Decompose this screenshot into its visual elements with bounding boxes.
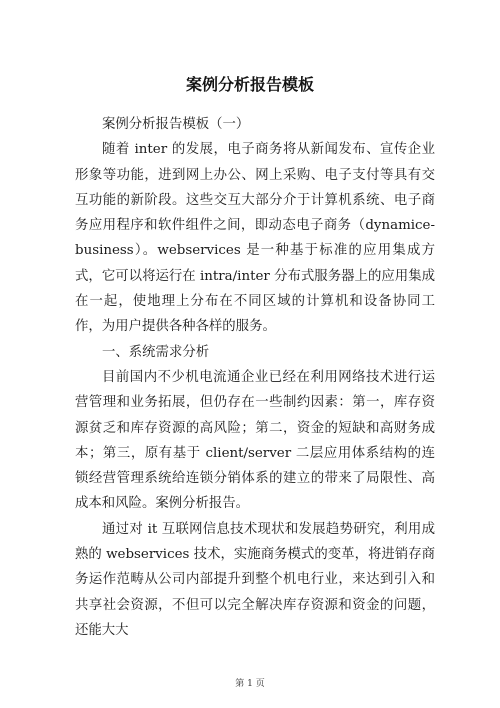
document-title: 案例分析报告模板 xyxy=(185,75,314,94)
paragraph-solution: 通过对 it 互联网信息技术现状和发展趋势研究，利用成熟的 webservices 技术，实施商务模式的变革，将进销存商务运作范畴从公司内部提升到整个机电行业，来达到引入和共享社会资源，不但可以完全解决库存资源和资金的问题，还能大大 xyxy=(75,521,435,638)
section-heading: 一、系统需求分析 xyxy=(102,344,210,360)
paragraph-analysis: 目前国内不少机电流通企业已经在利用网络技术进行运营管理和业务拓展，但仍存在一些制约因素：第一，库存资源贫乏和库存资源的高风险；第二，资金的短缺和高财务成本；第三，原有基于 client/server 二层应用体系结构的连锁经营管理系统给连锁分销体系的建立的带来了局限性、高成本和风险。案例分析报告。 xyxy=(75,369,435,512)
page-number: 第 1 页 xyxy=(235,679,265,689)
paragraph-subtitle: 案例分析报告模板（一） xyxy=(102,117,250,132)
paragraph-intro: 随着 inter 的发展，电子商务将从新闻发布、宣传企业形象等功能，进到网上办公、网上采购、电子支付等具有交互功能的新阶段。这些交互大部分介于计算机系统、电子商务应用程序和软件组件之间，即动态电子商务（dynamice-business）。webservices 是一种基于标准的应用集成方式，它可以将运行在 intra/inter 分布式服务器上的应用集成在一起，使地理上分布在不同区域的计算机和设备协同工作，为用户提供各种各样的服务。 xyxy=(75,142,435,335)
document-body xyxy=(75,112,435,643)
